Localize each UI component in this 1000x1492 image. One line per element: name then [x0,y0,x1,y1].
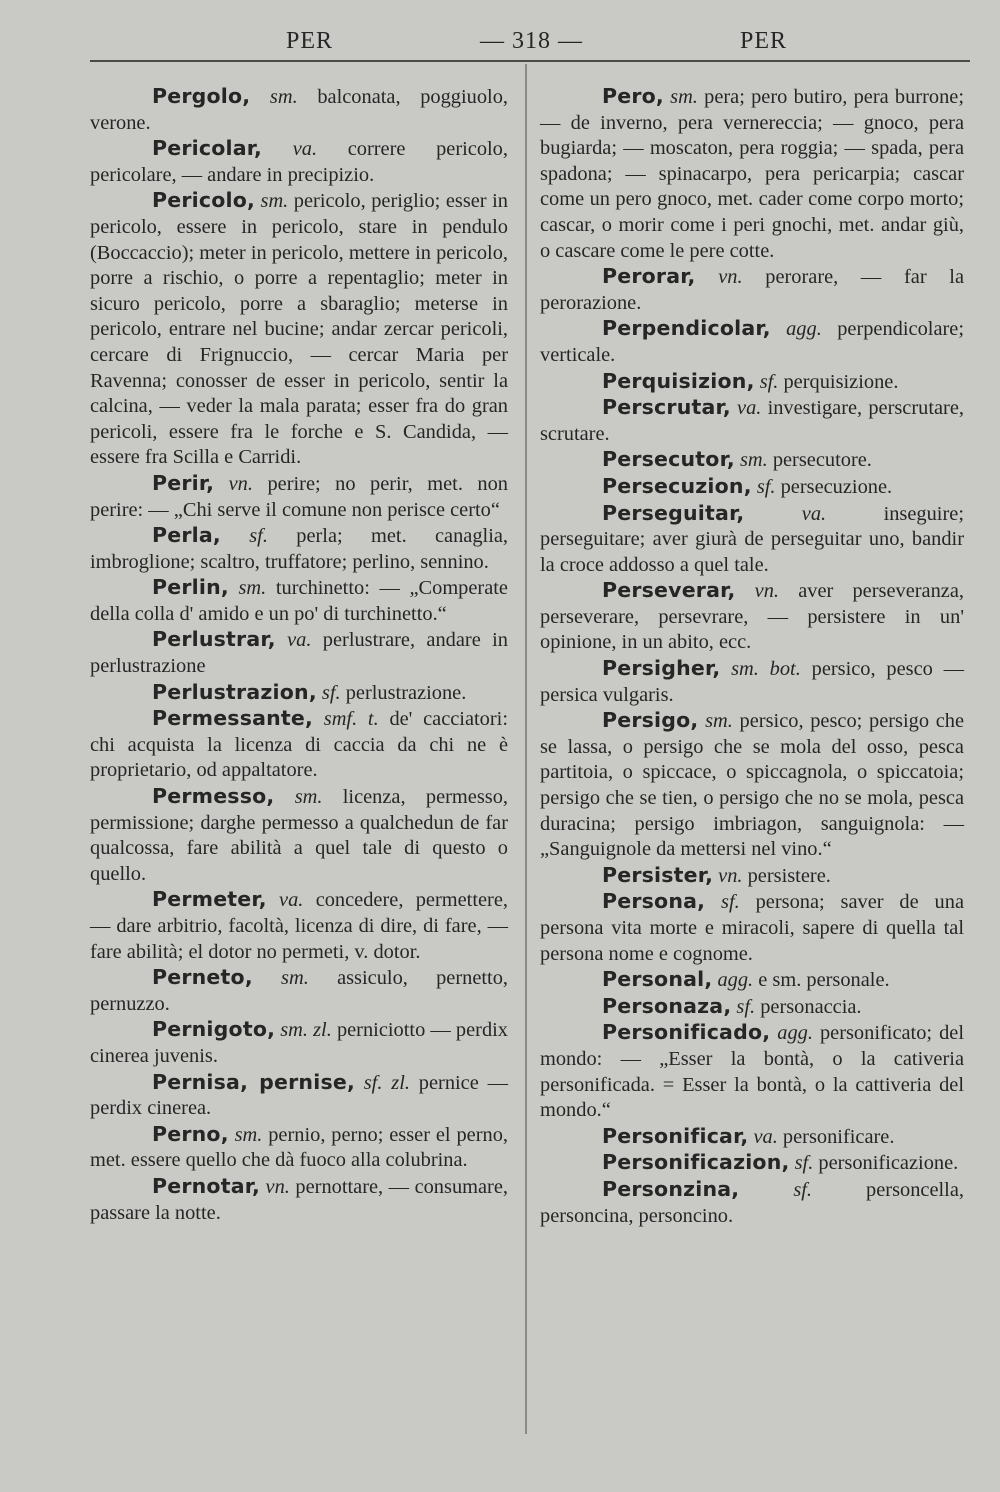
entry-headword: Permessante, [152,706,314,731]
entry-headword: Perpendicolar, [602,316,771,341]
entry-grammar: sm. [252,967,309,990]
entry-definition: assiculo, pernetto, pernuzzo. [90,967,509,1015]
entry-grammar: sm. [734,449,768,472]
entry-grammar: sf. [751,475,776,498]
entry-definition: licenza, permesso, permissione; darghe permesso a qualchedun de far qualcossa, fare abilità a quel tale di questo o quello. [90,786,508,885]
entry-definition: personificare. [777,1125,895,1148]
entry-headword: Perseguitar, [602,500,745,525]
header-right-guide: PER [740,28,788,54]
entry-headword: Perscrutar, [602,395,731,420]
dictionary-entry [90,575,508,627]
entry-headword: Perla, [152,523,221,548]
page-header [90,28,970,62]
dictionary-entry [90,471,508,523]
dictionary-entry [90,1174,508,1226]
entry-headword: Persigo, [602,708,699,733]
dictionary-entry [540,84,964,264]
entry-definition: persico, pesco — persica vulgaris. [540,658,964,706]
dictionary-entry [540,578,964,656]
entry-headword: Pernotar, [152,1173,261,1198]
entry-definition: perla; met. canaglia, imbroglione; scaltro, truffatore; perlino, sennino. [90,525,509,573]
dictionary-entry [90,84,508,136]
dictionary-entry [540,1150,964,1177]
entry-definition: perlustrare, andare in perlustrazione [90,629,508,678]
dictionary-entry [540,501,964,579]
entry-grammar: sf. [789,1152,814,1175]
page-number: — 318 — [480,28,583,54]
entry-grammar: sf. [739,1178,813,1201]
dictionary-entry [90,523,508,575]
dictionary-entry [540,1020,964,1123]
dictionary-entry [540,264,964,316]
entry-definition: personcella, personcina, personcino. [540,1178,964,1227]
entry-headword: Perir, [152,470,215,495]
header-rule [90,60,970,62]
dictionary-entry [540,889,964,967]
entry-grammar: va. [262,138,318,161]
entry-definition: persona; saver de una persona vita morte e miracoli, sapere di quella tal persona nome e cognome. [540,891,964,965]
entry-headword: Persona, [602,889,706,914]
entry-definition: perlustrazione. [340,681,467,704]
dictionary-entry [90,784,508,887]
entry-grammar: sf. [316,681,341,704]
entry-definition: perorare, — far la perorazione. [540,266,964,314]
dictionary-entry [540,967,964,994]
entry-definition: pera; pero butiro, pera burrone; — de inverno, pera vernereccia; — gnoco, pera bugiarda; — moscaton, pera roggia; — spada, pera spadona; — spinacarpo, pera pericarpia; cascar come un pero gnoco, met. cader come corpo morto; cascar, o morir come i peri gnochi, met. andar giù, o cascare come le pere cotte. [540,86,964,262]
entry-headword: Perneto, [152,965,253,990]
entry-headword: Persecutor, [602,447,735,472]
entry-grammar: va. [266,889,304,912]
entry-definition: concedere, permettere, — dare arbitrio, facoltà, licenza di dire, di fare, — fare abilità; el dotor no permeti, v. dotor. [90,889,508,963]
dictionary-entry [90,188,508,471]
entry-definition: perpendicolare; verticale. [540,318,965,366]
entry-definition: persecutore. [767,449,872,472]
header-left-guide: PER [286,28,334,54]
entry-headword: Perorar, [602,264,696,289]
entry-definition: pernice — perdix cinerea. [90,1071,508,1120]
dictionary-entry [90,680,508,707]
entry-grammar: sf. [705,891,740,914]
entry-definition: personaccia. [755,995,862,1018]
entry-headword: Perlustrar, [152,627,276,652]
dictionary-entry [540,474,964,501]
entry-headword: Persister, [602,862,714,887]
entry-grammar: sm. [698,710,733,733]
entry-grammar: sf. [731,995,756,1018]
entry-definition: e sm. personale. [753,969,890,992]
entry-headword: Pericolo, [152,188,255,213]
entry-definition: personificazione. [813,1152,959,1175]
entry-grammar: vn. [214,472,253,495]
entry-headword: Perquisizion, [602,368,755,393]
entry-headword: Pergolo, [152,84,251,108]
entry-grammar: sm. [250,86,298,108]
entry-grammar: smf. t. [313,708,379,731]
dictionary-entry [90,706,508,784]
column-divider [525,64,527,1434]
entry-headword: Personificazion, [602,1150,790,1175]
dictionary-entry [540,316,964,368]
entry-grammar: sf. [220,525,268,548]
entry-definition: pericolo, periglio; esser in pericolo, essere in pericolo, stare in pendulo (Boccaccio); meter in pericolo, mettere in pericolo, porre a rischio, o porre a repentaglio; meter in sicuro pericolo, porre a sbaraglio; meterse in pericolo, entrare nel bucine; andar zercar pericoli, cercare di Frignuccio, — cercar Maria per Ravenna; conosser de esser in pericolo, sentir la calcina, — veder la mala parata; esser fra do gran pericoli, essere fra le forche e S. Candida, — essere fra Scilla e Carridi. [90,190,508,469]
entry-definition: personificato; del mondo: — „Esser la bontà, o la cativeria personificada. = Esser la bontà, o la cattiveria del mondo.“ [540,1022,964,1122]
dictionary-entry [540,863,964,890]
entry-definition: balconata, poggiuolo, verone. [90,86,508,134]
entry-definition: perniciotto — perdix cinerea juvenis. [90,1019,509,1067]
entry-grammar: va. [748,1125,778,1148]
entry-definition: inseguire; perseguitare; aver giurà de perseguitar uno, bandir la croce addosso a quel tale. [540,502,964,576]
entry-headword: Permesso, [152,784,275,809]
entry-grammar: sm. bot. [720,658,801,681]
entry-definition: pernio, perno; esser el perno, met. essere quello che dà fuoco alla colubrina. [90,1123,508,1172]
entry-definition: persistere. [742,864,831,887]
entry-definition: aver perseveranza, perseverare, persevrare, — persistere in un' opinione, in un abito, ecc. [540,580,964,654]
entry-grammar: sf. zl. [354,1071,410,1094]
entry-headword: Personificado, [602,1020,771,1045]
entry-headword: Permeter, [152,887,267,912]
entry-grammar: vn. [735,580,779,603]
entry-grammar: sm. zl. [275,1019,332,1042]
entry-headword: Perlustrazion, [152,679,317,704]
entry-definition: correre pericolo, pericolare, — andare in precipizio. [90,138,508,186]
dictionary-entry [540,369,964,396]
entry-definition: persecuzione. [775,475,893,498]
entry-headword: Perno, [152,1121,229,1146]
entry-definition: perquisizione. [778,370,899,393]
entry-grammar: vn. [260,1175,290,1198]
entry-grammar: sf. [754,370,779,393]
entry-headword: Personaza, [602,993,732,1018]
entry-headword: Persecuzion, [602,473,752,498]
dictionary-entry [90,136,508,188]
entry-headword: Pernigoto, [152,1017,276,1042]
dictionary-entry [540,1177,964,1229]
right-column [540,84,964,1229]
entry-grammar: agg. [770,318,822,341]
entry-definition: persico, pesco; persigo che se lassa, o persigo che se mola del osso, pesca partitoia, o spiccace, o spiccagnola, o spiccatoia; persigo che se tien, o persigo che no se mola, pesca duracina; persigo imbriagon, sanguignola: — „Sanguignole da mettersi nel vino.“ [540,710,964,861]
entry-definition: perire; no perir, met. non perire: — „Chi serve il comune non perisce certo“ [90,472,508,521]
entry-headword: Perseverar, [602,578,736,603]
entry-grammar: sm. [228,1123,263,1146]
entry-grammar: sm. [663,86,698,108]
entry-headword: Personzina, [602,1176,740,1201]
entry-grammar: sm. [274,786,323,809]
entry-grammar: agg. [712,969,754,992]
entry-grammar: va. [730,397,762,420]
dictionary-entry [90,1070,508,1122]
entry-definition: pernottare, — consumare, passare la notte. [90,1175,508,1224]
dictionary-entry [540,395,964,447]
entry-headword: Personal, [602,967,713,992]
dictionary-entry [90,1017,508,1069]
dictionary-entry [540,994,964,1021]
entry-grammar: agg. [770,1022,813,1045]
dictionary-entry [540,447,964,474]
dictionary-entry [90,887,508,965]
dictionary-entry [540,656,964,708]
entry-grammar: vn. [695,266,743,289]
entry-headword: Pernisa, pernise, [152,1069,355,1094]
entry-headword: Persigher, [602,656,721,681]
entry-headword: Pero, [602,84,664,108]
entry-definition: investigare, perscrutare, scrutare. [540,397,964,445]
dictionary-entry [90,627,508,679]
entry-grammar: vn. [713,864,743,887]
entry-grammar: va. [275,629,312,652]
left-column [90,84,508,1226]
entry-grammar: sm. [228,577,267,600]
entry-headword: Personificar, [602,1123,749,1148]
entry-definition: de' cacciatori: chi acquista la licenza di caccia da chi ne è proprietario, od appaltatore. [90,708,508,782]
entry-headword: Perlin, [152,575,229,600]
entry-headword: Pericolar, [152,136,263,161]
dictionary-entry [540,708,964,863]
entry-grammar: va. [744,502,827,525]
dictionary-entry [90,1122,508,1174]
entry-grammar: sm. [255,190,289,213]
dictionary-entry [540,1124,964,1151]
entry-definition: turchinetto: — „Comperate della colla d' amido e un po' di turchinetto.“ [90,577,508,625]
dictionary-entry [90,965,508,1017]
